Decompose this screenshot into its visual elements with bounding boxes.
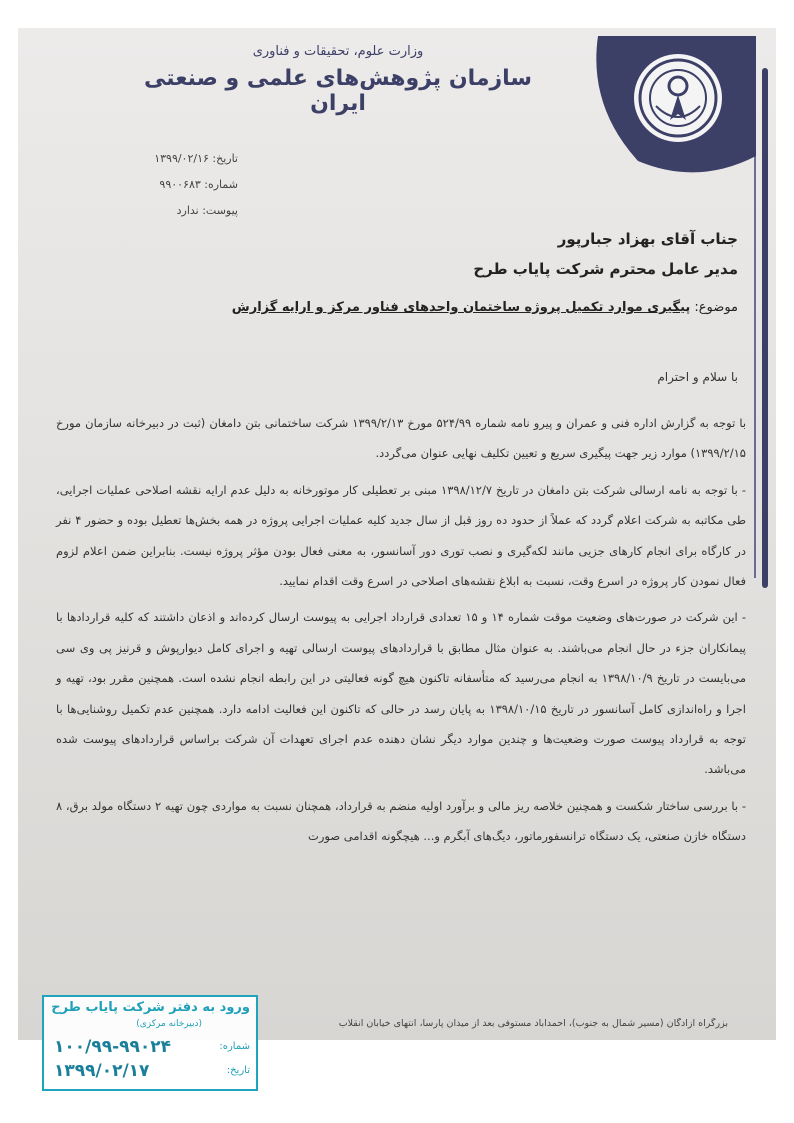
stamp-date-row <box>50 1061 250 1085</box>
stamp-date-label: تاریخ: <box>226 1065 250 1076</box>
letter-footer-address: بزرگراه آزادگان (مسیر شمال به جنوب)، احمدآباد مستوفی بعد از میدان پارسا، انتهای خیابان انقلاب <box>338 1018 728 1029</box>
letter-photo <box>18 28 776 1040</box>
stamp-title: ورود به دفتر شرکت پایاب طرح <box>51 1000 250 1015</box>
letter-number: شماره: ۹۹۰۰۶۸۳ <box>159 178 238 191</box>
receipt-stamp <box>42 995 258 1091</box>
recipient-title: مدیر عامل محترم شرکت پایاب طرح <box>473 260 738 278</box>
body-paragraph: - با بررسی ساختار شکست و همچنین خلاصه ریز مالی و برآورد اولیه منضم به قرارداد، همچنان نسبت به مواردی چون تهیه ۲ دستگاه مولد برق، ۸ دستگاه خازن صنعتی، یک دستگاه ترانسفورماتور، دیگ‌های آبگرم و... هیچگونه اقدامی صورت <box>56 798 746 844</box>
body-paragraph: با توجه به گزارش اداره فنی و عمران و پیرو نامه شماره ۵۲۴/۹۹ مورخ ۱۳۹۹/۲/۱۳ شرکت ساختمانی بتن دامغان (ثبت در دبیرخانه سازمان مورخ ۱۳۹۹/۲/۱۵) موارد زیر جهت پیگیری سریع و تعیین تکلیف نهایی عنوان می‌گردد. <box>56 416 747 461</box>
body-paragraph: - این شرکت در صورت‌های وضعیت موقت شماره ۱۴ و ۱۵ تعدادی قرارداد اجرایی به پیوست ارسال کرده‌اند و اذعان داشتند که کلیه قراردادها با پیمانکاران جزء در حال انجام می‌باشند. به عنوان مثال مطابق با قراردادهای پیوست ارسالی تهیه و اجرای کامل دیوارپوش و قرنیز پی وی سی می‌بایست در تاریخ ۱۳۹۸/۱۰/۹ به انجام می‌رسید که متأسفانه تاکنون هیچ گونه فعالیتی در این رابطه انجام نشده است. همچنین مقرر بود، تهیه و اجرا و راه‌اندازی کامل آسانسور در تاریخ ۱۳۹۸/۱۰/۱۵ به پایان رسد در حالی که تاکنون این فعالیت ادامه دارد. همچنین عدم تکمیل روشنایی‌ها با توجه به قرارداد پیوست صورت وضعیت‌ها و چندین موارد دیگر نشان دهنده عدم اجرای تعهدات آن شرکت براساس قراردادهای پیوست شده می‌باشد. <box>56 610 746 777</box>
letter-meta <box>98 146 238 224</box>
stamp-number: ۱۰۰/۹۹-۹۹۰۲۴ <box>54 1037 172 1057</box>
ministry-name: وزارت علوم، تحقیقات و فناوری <box>252 44 424 59</box>
letter-date: تاریخ: ۱۳۹۹/۰۲/۱۶ <box>154 152 238 165</box>
subject-line <box>138 300 738 315</box>
subject-label: موضوع: <box>694 300 738 315</box>
organization-name: سازمان پژوهش‌های علمی و صنعتی ایران <box>143 66 533 116</box>
body-paragraph: - با توجه به نامه ارسالی شرکت بتن دامغان در تاریخ ۱۳۹۸/۱۲/۷ مبنی بر تعطیلی کار موتورخانه به دلیل عدم ارایه نقشه اصلاحی عملیات اجرایی، طی مکاتبه به شرکت اعلام گردد که عملاً از حدود ده روز قبل از سال جدید کلیه عملیات اجرایی پروژه در همه بخش‌ها تعطیل بوده و حضور ۴ نفر در کارگاه برای انجام کارهای جزیی مانند لکه‌گیری و نصب توری دور آسانسور، به معنی فعال بودن مؤثر پروژه نیست. بنابراین ضمن اعلام لزوم فعال نمودن کار پروژه در اسرع وقت، نسبت به ابلاغ نقشه‌های اصلاحی در اسرع وقت اقدام نمایید. <box>56 482 746 589</box>
subject-text: پیگیری موارد تکمیل پروژه ساختمان واحدهای فناور مرکز و ارایه گزارش <box>231 300 691 315</box>
greeting: با سلام و احترام <box>657 370 738 384</box>
stamp-number-row <box>50 1037 250 1061</box>
stamp-date: ۱۳۹۹/۰۲/۱۷ <box>54 1061 150 1081</box>
recipient-name: جناب آقای بهزاد جبارپور <box>557 230 738 248</box>
stamp-number-label: شماره: <box>219 1041 250 1052</box>
letter-attachment: پیوست: ندارد <box>176 204 238 217</box>
letterhead-border <box>762 68 768 588</box>
recipient-block <box>298 224 738 284</box>
stamp-subtitle: (دبیرخانه مرکزی) <box>136 1019 202 1029</box>
letter-body <box>56 408 746 858</box>
organization-logo <box>578 36 756 176</box>
